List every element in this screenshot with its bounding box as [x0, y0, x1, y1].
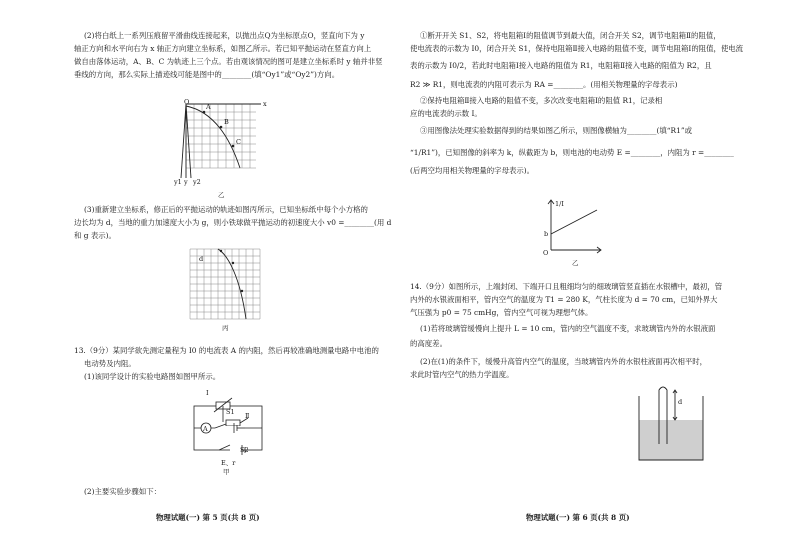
- x-axis-label: x: [263, 100, 267, 108]
- text-line: ①断开开关 S1、S2，将电阻箱Ⅰ的阻值调节到最大值，闭合开关 S2，调节电阻箱Ⅱ的阻值，: [420, 31, 721, 40]
- figure-glass-tube: [637, 382, 707, 464]
- text-line: R2 ≫ R1，则电流表的内阻可表示为 RA =________。(用相关物理量的字母表示): [410, 80, 678, 89]
- right-page: [397, 0, 794, 547]
- y-axis-label: y: [184, 178, 188, 186]
- figure-caption: 乙: [572, 259, 579, 267]
- text-line: 气压强为 p0 = 75 cmHg，管内空气可视为理想气体。: [410, 308, 593, 317]
- point-label-c: C: [236, 138, 241, 146]
- y1-axis-label: y1: [174, 178, 182, 186]
- text-line: ②保持电阻箱Ⅱ接入电路的阻值不变，多次改变电阻箱Ⅰ的阻值 R1，记录相: [420, 96, 663, 105]
- text-line: (2)在(1)的条件下，缓慢升高管内空气的温度，当玻璃管内外的水银柱液面再次相平时，: [420, 357, 708, 366]
- y-axis-label: 1/I: [555, 200, 564, 208]
- text-line: 应的电流表的示数 I。: [410, 109, 482, 118]
- origin-label: O: [543, 249, 549, 257]
- text-line: (1)该同学设计的实验电路图如图甲所示。: [84, 372, 221, 381]
- text-line: (1)若将玻璃管缓慢向上提升 L = 10 cm，管内的空气温度不变，求玻璃管内外的水银液面: [420, 324, 716, 333]
- text-line: 使电流表的示数为 I0，闭合开关 S1，保持电阻箱Ⅱ接入电路的阻值不变，调节电阻箱Ⅰ的阻值，使电流: [410, 44, 744, 53]
- text-line: 14.（9分）如图所示，上端封闭、下端开口且粗细均匀的细玻璃管竖直插在水银槽中，最初，管: [410, 282, 723, 291]
- text-line: 轴正方向和水平向右为 x 轴正方向建立坐标系，如图乙所示。若已知平抛运动在竖直方向上: [74, 44, 372, 53]
- point-label-b: B: [224, 118, 229, 126]
- switch-label: S1: [226, 408, 235, 416]
- grid-length-label: d: [199, 255, 204, 263]
- resistor-label: Ⅰ: [206, 389, 209, 397]
- text-line: 电动势及内阻。: [84, 359, 136, 368]
- text-line: (3)重新建立坐标系，修正后的平抛运动的轨迹如图丙所示，已知坐标纸中每个小方格的: [84, 205, 368, 214]
- length-label: d: [678, 398, 683, 406]
- point-label-a: A: [206, 103, 211, 111]
- page-footer: 物理试题(一) 第 6 页(共 8 页): [526, 513, 630, 522]
- text-line: (2)将白纸上一系列压痕留平滑曲线连接起来，以抛出点Q为坐标原点O，竖直向下为 y: [84, 31, 365, 40]
- text-line: 表的示数为 I0/2，若此时电阻箱Ⅰ接入电路的阻值为 R1，电阻箱Ⅱ接入电路的阻值为 R2，且: [410, 61, 712, 70]
- text-line: ③用图像法处理实验数据得到的结果如图乙所示，则图像横轴为________(填“R1”或: [420, 126, 692, 135]
- switch-label: S2: [240, 446, 249, 454]
- figure-caption: 甲: [223, 468, 230, 476]
- resistor-label: Ⅱ: [245, 412, 250, 420]
- page-footer: 物理试题(一) 第 5 页(共 8 页): [156, 513, 260, 522]
- text-line: 的高度差。: [410, 339, 447, 348]
- y2-axis-label: y2: [193, 178, 201, 186]
- ammeter-label: A: [203, 425, 208, 433]
- text-line: 边长均为 d，当地的重力加速度大小为 g，则小铁球做平抛运动的初速度大小 v0 =________(用 d: [74, 218, 392, 227]
- figure-yi-grid: [176, 96, 266, 186]
- figure-caption: 乙: [218, 191, 225, 199]
- intercept-label: b: [544, 230, 549, 238]
- text-line: 13.（9分）某同学欲先测定量程为 I0 的电流表 A 的内阻，然后再较准确地测量电路中电池的: [74, 346, 379, 355]
- battery-label: E、r: [221, 459, 236, 467]
- text-line: 和 g 表示)。: [74, 231, 116, 240]
- text-line: 内外的水银液面相平，管内空气的温度为 T1 = 280 K，气柱长度为 d = 70 cm，已知外界大: [410, 295, 718, 304]
- figure-jia-circuit: [186, 388, 270, 466]
- figure-caption: 丙: [222, 324, 229, 332]
- origin-label: O: [184, 98, 190, 106]
- text-line: 求此时管内空气的热力学温度。: [410, 370, 514, 379]
- text-line: (后两空均用相关物理量的字母表示)。: [410, 166, 535, 175]
- text-line: 做自由落体运动，A、B、C 为轨迹上三个点。若由观该情况的图可是建立坐标系时 y 轴并非竖: [74, 57, 383, 66]
- figure-yi-graph: [543, 198, 603, 256]
- text-line: “1/R1”)，已知图像的斜率为 k，纵截距为 b，则电池的电动势 E =________，内阻为 r =________: [410, 148, 734, 157]
- steps-intro: (2)主要实验步骤如下：: [84, 487, 161, 496]
- text-line: 垂线的方向，那么实际上描迹线可能是图中的________(填“Oy1”或“Oy2”)方向。: [74, 70, 340, 79]
